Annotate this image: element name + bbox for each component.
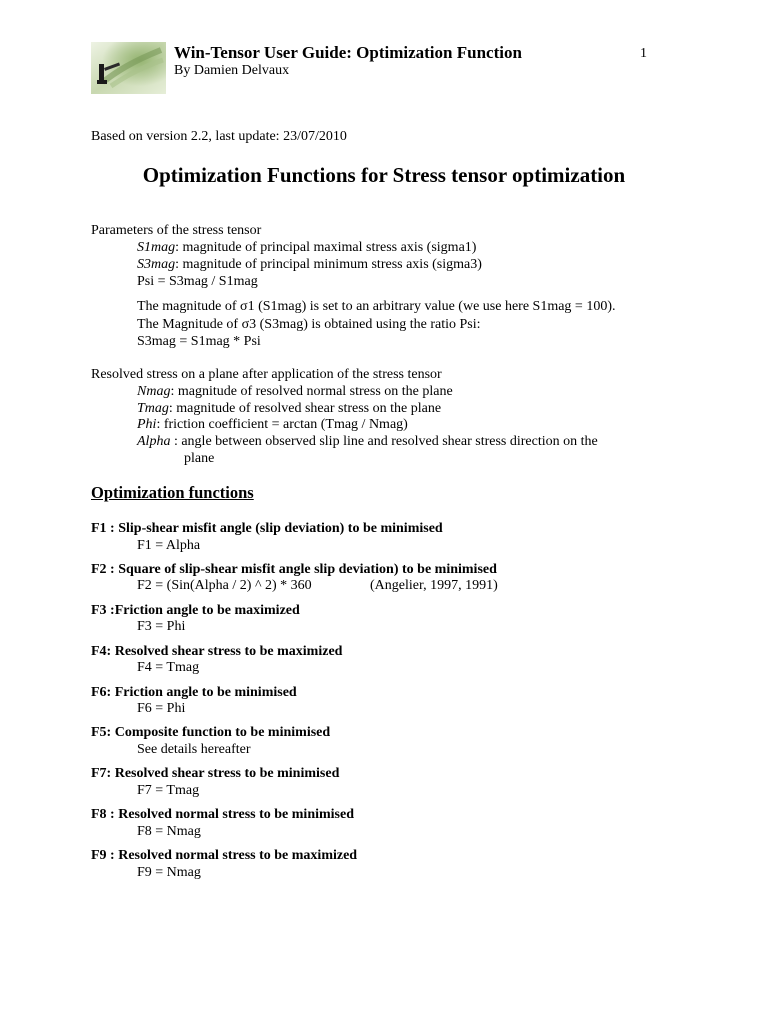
function-formula: See details hereafter <box>137 742 251 757</box>
param-note-sigma3 <box>137 316 481 333</box>
param-s1mag <box>137 239 476 256</box>
note2-text-a: The Magnitude of <box>137 317 242 332</box>
param-note-sigma1 <box>137 298 615 315</box>
resolved-alpha-term: Alpha <box>137 434 171 449</box>
function-title: F1 : Slip-shear misfit angle (slip deviation) to be minimised <box>91 521 443 536</box>
logo-image <box>91 42 166 94</box>
resolved-nmag-term: Nmag <box>137 384 171 399</box>
function-title: F3 :Friction angle to be maximized <box>91 603 300 618</box>
function-title: F4: Resolved shear stress to be maximized <box>91 644 343 659</box>
function-title: F9 : Resolved normal stress to be maximized <box>91 848 358 863</box>
resolved-alpha-cont: plane <box>184 451 215 466</box>
resolved-alpha-desc: : angle between observed slip line and resolved shear stress direction on the <box>170 434 598 449</box>
function-title: F8 : Resolved normal stress to be minimised <box>91 807 354 822</box>
sigma-symbol: σ <box>240 299 248 314</box>
page-number: 1 <box>640 46 647 61</box>
resolved-alpha <box>137 433 598 450</box>
function-formula: F4 = Tmag <box>137 660 200 675</box>
function-title: F6: Friction angle to be minimised <box>91 685 297 700</box>
sigma-symbol: σ <box>241 317 250 332</box>
param-note-formula: S3mag = S1mag * Psi <box>137 334 261 349</box>
resolved-nmag <box>137 383 453 400</box>
note1-text-a: The magnitude of <box>137 299 241 314</box>
param-s3mag-desc: : magnitude of principal minimum stress axis (sigma3) <box>175 257 482 272</box>
parameters-heading: Parameters of the stress tensor <box>91 223 262 238</box>
function-reference: (Angelier, 1997, 1991) <box>370 578 498 593</box>
resolved-heading: Resolved stress on a plane after application of the stress tensor <box>91 367 442 382</box>
function-formula: F9 = Nmag <box>137 865 201 880</box>
resolved-tmag <box>137 400 441 417</box>
function-formula: F2 = (Sin(Alpha / 2) ^ 2) * 360 <box>137 578 312 593</box>
header-title: Win-Tensor User Guide: Optimization Function <box>174 43 522 62</box>
param-s1mag-term: S1mag <box>137 240 176 255</box>
function-formula: F8 = Nmag <box>137 824 201 839</box>
param-s3mag-term: S3mag <box>137 257 176 272</box>
version-note: Based on version 2.2, last update: 23/07/2010 <box>91 129 347 144</box>
resolved-phi <box>137 416 408 433</box>
function-title: F5: Composite function to be minimised <box>91 725 331 740</box>
resolved-tmag-desc: : magnitude of resolved shear stress on the plane <box>168 401 442 416</box>
optimization-heading: Optimization functions <box>91 483 254 502</box>
function-title: F2 : Square of slip-shear misfit angle slip deviation) to be minimised <box>91 562 497 577</box>
function-formula: F7 = Tmag <box>137 783 200 798</box>
param-psi: Psi = S3mag / S1mag <box>137 274 258 289</box>
param-s3mag <box>137 256 482 273</box>
function-formula: F1 = Alpha <box>137 538 201 553</box>
header-author: By Damien Delvaux <box>174 63 290 78</box>
function-title: F7: Resolved shear stress to be minimised <box>91 766 340 781</box>
note1-text-b: 1 (S1mag) is set to an arbitrary value (we use here S1mag = 100). <box>247 299 616 314</box>
resolved-tmag-term: Tmag <box>137 401 169 416</box>
resolved-nmag-desc: : magnitude of resolved normal stress on the plane <box>170 384 453 399</box>
function-formula: F6 = Phi <box>137 701 186 716</box>
page-title: Optimization Functions for Stress tensor optimization <box>142 163 626 187</box>
note2-text-b: 3 (S3mag) is obtained using the ratio Psi: <box>249 317 481 332</box>
resolved-phi-term: Phi <box>137 417 157 432</box>
param-s1mag-desc: : magnitude of principal maximal stress axis (sigma1) <box>175 240 477 255</box>
resolved-phi-desc: : friction coefficient = arctan (Tmag / Nmag) <box>156 417 408 432</box>
function-formula: F3 = Phi <box>137 619 186 634</box>
